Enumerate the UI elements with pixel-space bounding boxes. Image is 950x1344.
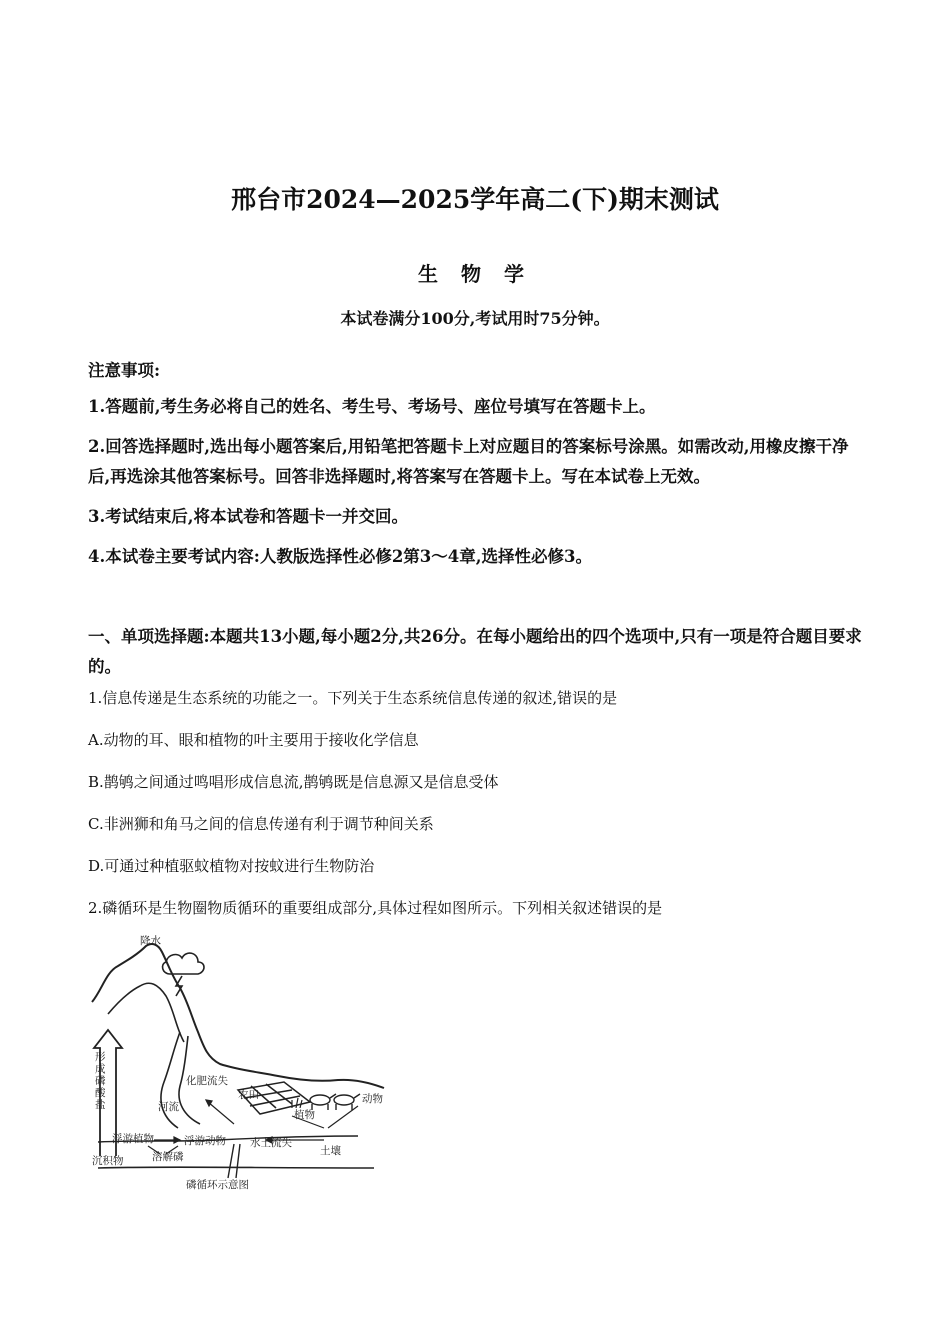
notes-heading: 注意事项: — [88, 361, 161, 380]
label-soil: 土壤 — [320, 1145, 341, 1157]
cloud-icon — [163, 953, 204, 974]
figure-caption: 磷循环示意图 — [186, 1179, 249, 1191]
animals-icon — [310, 1094, 360, 1110]
question-1-option-b: B.鹊鸲之间通过鸣唱形成信息流,鹊鸲既是信息源又是信息受体 — [88, 773, 499, 791]
question-1-stem: 1.信息传递是生态系统的功能之一。下列关于生态系统信息传递的叙述,错误的是 — [88, 689, 618, 707]
label-sediment: 沉积物 — [92, 1155, 124, 1167]
mountain-outline — [92, 944, 384, 1088]
question-1-option-c: C.非洲狮和角马之间的信息传递有利于调节种间关系 — [88, 815, 434, 833]
subject-heading: 生 物 学 — [418, 262, 532, 286]
label-river: 河流 — [158, 1101, 179, 1113]
note-item-4: 4.本试卷主要考试内容:人教版选择性必修2第3～4章,选择性必修3。 — [88, 547, 592, 566]
label-rain: 降水 — [140, 935, 161, 947]
question-1-option-d: D.可通过种植驱蚊植物对按蚊进行生物防治 — [88, 857, 375, 875]
note-item-1: 1.答题前,考生务必将自己的姓名、考生号、考场号、座位号填写在答题卡上。 — [88, 397, 656, 416]
label-phosphate-rock-char: 酸 — [95, 1087, 106, 1099]
exam-info: 本试卷满分100分,考试用时75分钟。 — [340, 309, 610, 328]
section-heading: 一、单项选择题:本题共13小题,每小题2分,共26分。在每小题给出的四个选项中,只有一项是符合题目要求的。 — [88, 627, 862, 676]
label-zooplankton: 浮游动物 — [184, 1135, 226, 1147]
label-animals: 动物 — [362, 1093, 383, 1105]
question-2-stem: 2.磷循环是生物圈物质循环的重要组成部分,具体过程如图所示。下列相关叙述错误的是 — [88, 899, 663, 917]
exam-title: 邢台市2024—2025学年高二(下)期末测试 — [231, 185, 719, 214]
label-phosphate-rock-char: 形 — [95, 1051, 106, 1063]
label-soil-erosion: 水土流失 — [250, 1137, 292, 1149]
label-phosphate-rock-char: 磷 — [95, 1075, 106, 1087]
phosphorus-cycle-diagram — [88, 932, 388, 1194]
mountain-ridge-inner — [108, 983, 184, 1042]
label-phosphate-rock-char: 盐 — [95, 1099, 106, 1111]
label-plants: 植物 — [294, 1109, 315, 1121]
notes-block — [88, 356, 868, 582]
label-dissolved-p: 溶解磷 — [152, 1151, 184, 1163]
ground-line — [98, 1167, 374, 1168]
label-fertilizer-loss: 化肥流失 — [186, 1075, 228, 1087]
phosphorus-cycle-figure — [88, 932, 388, 1194]
note-item-3: 3.考试结束后,将本试卷和答题卡一并交回。 — [88, 507, 408, 526]
label-phosphate-rock — [95, 1051, 106, 1111]
label-farmland: 农田 — [238, 1089, 259, 1101]
questions-block — [88, 686, 868, 938]
note-item-2: 2.回答选择题时,选出每小题答案后,用铅笔把答题卡上对应题目的答案标号涂黑。如需改动,用橡皮擦干净后,再选涂其他答案标号。回答非选择题时,将答案写在答题卡上。写在本试卷上无效。 — [88, 437, 849, 486]
stream-left — [161, 1032, 180, 1128]
question-1-option-a: A.动物的耳、眼和植物的叶主要用于接收化学信息 — [88, 731, 419, 749]
label-phytoplankton: 浮游植物 — [112, 1133, 154, 1145]
lightning-icon — [176, 976, 182, 996]
rock-crack — [228, 1144, 240, 1178]
label-phosphate-rock-char: 成 — [95, 1063, 106, 1075]
